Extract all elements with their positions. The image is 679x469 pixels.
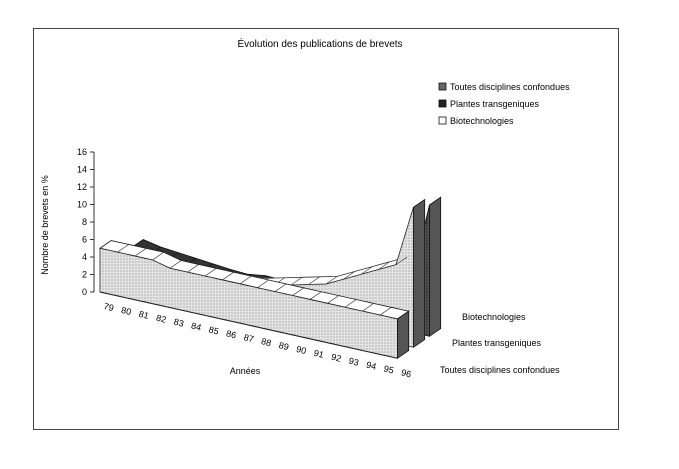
- legend-swatch: [439, 83, 446, 90]
- x-tick-label: 86: [225, 328, 238, 341]
- x-tick-label: 88: [260, 336, 273, 349]
- legend-swatch: [439, 100, 446, 107]
- x-tick-label: 91: [312, 347, 325, 361]
- x-tick-label: 89: [277, 339, 290, 353]
- legend-entry: Plantes transgeniques: [450, 99, 540, 109]
- x-tick-label: 93: [347, 355, 360, 368]
- y-tick-label: 12: [76, 182, 87, 192]
- y-tick-label: 0: [81, 287, 87, 297]
- y-axis-label: Nombre de brevets en %: [40, 175, 50, 275]
- y-tick-label: 4: [81, 252, 87, 262]
- legend: [439, 82, 570, 126]
- depth-label: Biotechnologies: [462, 312, 526, 322]
- series-layer: [100, 197, 441, 361]
- x-tick-label: 79: [102, 300, 115, 314]
- x-tick-label: 96: [400, 367, 413, 380]
- y-axis: [77, 147, 94, 297]
- y-tick-label: 2: [81, 269, 87, 280]
- x-tick-label: 90: [295, 343, 308, 357]
- legend-entry: Biotechnologies: [450, 116, 514, 126]
- depth-label: Toutes disciplines confondues: [440, 365, 560, 375]
- y-tick-label: 8: [81, 217, 87, 227]
- x-tick-label: 82: [155, 312, 168, 325]
- y-tick-label: 6: [81, 234, 87, 245]
- y-tick-label: 14: [76, 164, 87, 175]
- x-tick-label: 94: [365, 359, 378, 372]
- series-end-cap: [398, 311, 409, 358]
- x-axis-label: Années: [229, 366, 261, 376]
- x-tick-label: 87: [242, 332, 255, 345]
- series-end-cap: [414, 200, 425, 348]
- x-tick-label: 81: [137, 308, 150, 322]
- legend-swatch: [439, 117, 446, 124]
- x-tick-label: 95: [382, 363, 395, 376]
- y-tick-label: 16: [76, 147, 87, 157]
- depth-labels: [440, 312, 560, 375]
- y-tick-label: 10: [76, 199, 87, 210]
- x-tick-label: 92: [330, 351, 343, 364]
- x-tick-label: 83: [172, 316, 185, 329]
- legend-entry: Toutes disciplines confondues: [450, 82, 570, 92]
- depth-label: Plantes transgeniques: [452, 338, 542, 348]
- chart-title: Évolution des publications de brevets: [237, 39, 403, 50]
- x-tick-label: 80: [120, 304, 133, 318]
- x-tick-label: 85: [207, 324, 220, 337]
- series-end-cap: [430, 197, 441, 336]
- x-tick-label: 84: [190, 320, 203, 333]
